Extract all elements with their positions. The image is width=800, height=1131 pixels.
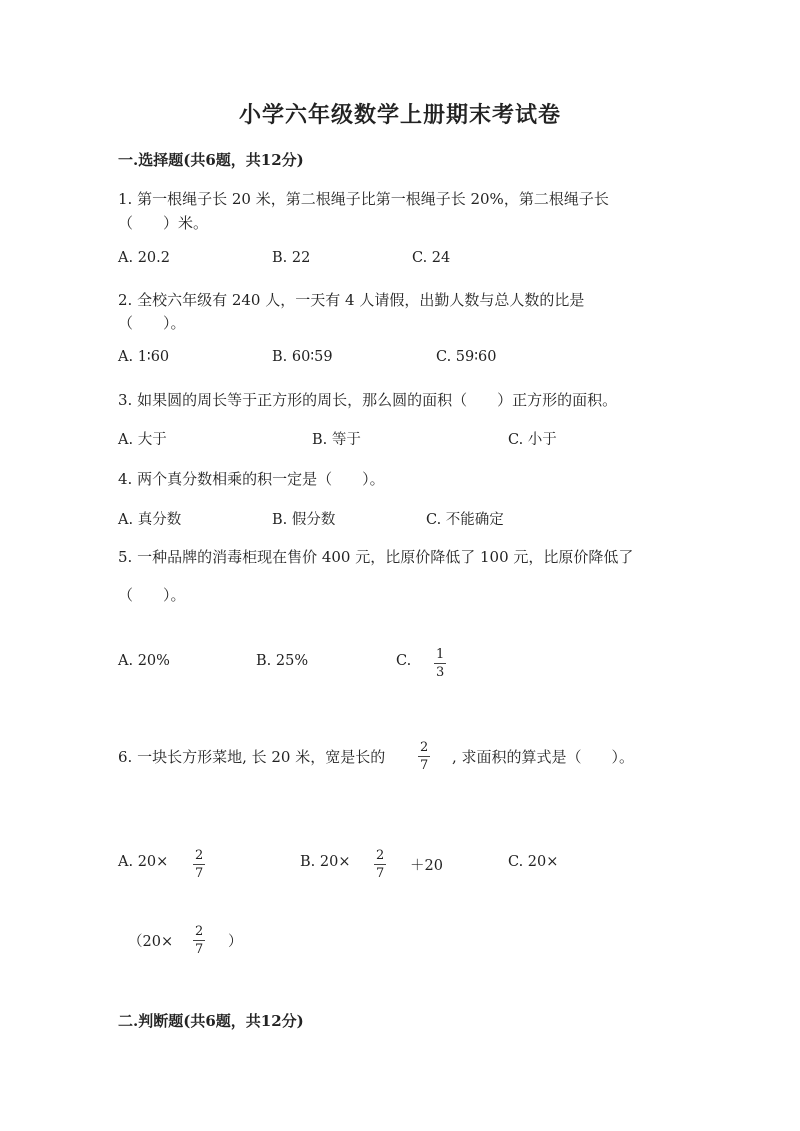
q6-option-c-close: ） bbox=[228, 934, 243, 950]
q4-option-b[interactable]: B. 假分数 bbox=[272, 512, 336, 528]
question-2-text: 2. 全校六年级有 240 人，一天有 4 人请假，出勤人数与总人数的比是 bbox=[118, 291, 585, 309]
question-5-text: 5. 一种品牌的消毒柜现在售价 400 元，比原价降低了 100 元，比原价降低了 bbox=[118, 548, 634, 566]
fraction-numerator: 1 bbox=[436, 647, 445, 662]
fraction-denominator: 7 bbox=[376, 866, 385, 881]
fraction-denominator: 3 bbox=[436, 665, 445, 680]
q5-option-c-fraction bbox=[434, 648, 446, 679]
q3-option-b[interactable]: B. 等于 bbox=[312, 432, 361, 448]
fraction-denominator: 7 bbox=[195, 942, 204, 957]
q5-option-b[interactable]: B. 25% bbox=[256, 653, 309, 669]
fraction-numerator: 2 bbox=[195, 924, 204, 939]
q3-option-c[interactable]: C. 小于 bbox=[508, 432, 557, 448]
question-3-text: 3. 如果圆的周长等于正方形的周长，那么圆的面积（ ）正方形的面积。 bbox=[118, 391, 618, 409]
q1-option-b[interactable]: B. 22 bbox=[272, 250, 311, 266]
fraction-denominator: 7 bbox=[195, 866, 204, 881]
q6-option-b-suffix: ＋20 bbox=[410, 858, 443, 874]
q3-option-a[interactable]: A. 大于 bbox=[118, 432, 167, 448]
q6-option-c-fraction bbox=[193, 925, 205, 956]
fraction-numerator: 2 bbox=[376, 848, 385, 863]
question-6-text: 6. 一块长方形菜地, 长 20 米，宽是长的 bbox=[118, 748, 386, 766]
q1-option-c[interactable]: C. 24 bbox=[412, 250, 451, 266]
q2-option-a[interactable]: A. 1∶60 bbox=[118, 349, 170, 365]
q6-option-a[interactable]: A. 20× bbox=[118, 854, 169, 870]
page-title: 小学六年级数学上册期末考试卷 bbox=[238, 102, 561, 128]
question-1-text-cont: （ ）米。 bbox=[118, 214, 209, 232]
q4-option-a[interactable]: A. 真分数 bbox=[118, 512, 182, 528]
q6-option-b-fraction bbox=[374, 849, 386, 880]
question-6-text-cont: , 求面积的算式是（ ）。 bbox=[452, 748, 635, 766]
q6-option-c[interactable]: C. 20× bbox=[508, 854, 559, 870]
question-1-text: 1. 第一根绳子长 20 米，第二根绳子比第一根绳子长 20%，第二根绳子长 bbox=[118, 190, 609, 208]
q6-option-b[interactable]: B. 20× bbox=[300, 854, 351, 870]
q4-option-c[interactable]: C. 不能确定 bbox=[426, 512, 504, 528]
question-2-text-cont: （ ）。 bbox=[118, 314, 186, 332]
q6-option-a-fraction bbox=[193, 849, 205, 880]
question-4-text: 4. 两个真分数相乘的积一定是（ ）。 bbox=[118, 470, 385, 488]
question-5-text-cont: （ ）。 bbox=[118, 586, 186, 604]
fraction-denominator: 7 bbox=[420, 758, 429, 773]
q5-option-a[interactable]: A. 20% bbox=[118, 653, 170, 669]
fraction-numerator: 2 bbox=[420, 740, 429, 755]
q1-option-a[interactable]: A. 20.2 bbox=[118, 250, 170, 266]
section-heading-true-false: 二.判断题(共6题，共12分) bbox=[118, 1012, 304, 1030]
section-heading-choice: 一.选择题(共6题，共12分) bbox=[118, 151, 304, 169]
q2-option-b[interactable]: B. 60∶59 bbox=[272, 349, 333, 365]
q2-option-c[interactable]: C. 59∶60 bbox=[436, 349, 497, 365]
q5-option-c[interactable]: C. bbox=[396, 653, 412, 669]
q6-option-c-cont: （20× bbox=[128, 934, 174, 950]
fraction-numerator: 2 bbox=[195, 848, 204, 863]
q6-fraction bbox=[418, 741, 430, 772]
